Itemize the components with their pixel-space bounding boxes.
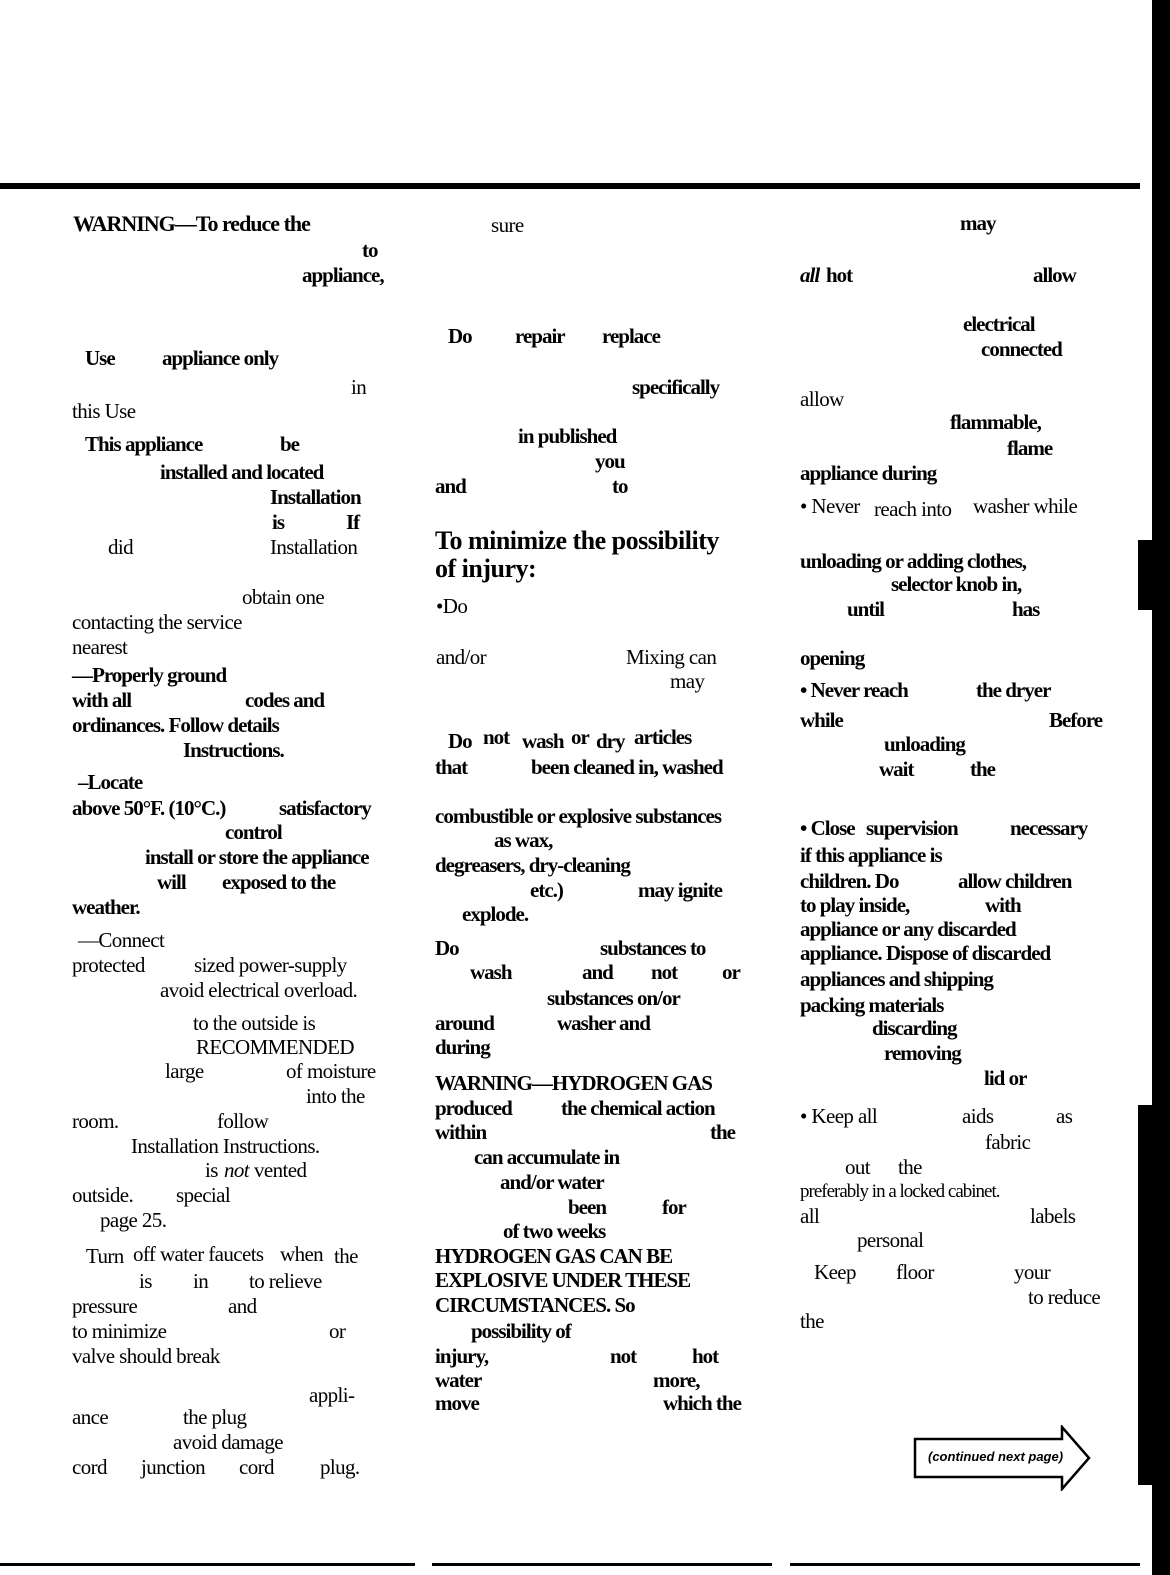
word: in (351, 375, 367, 399)
word: –Locate (78, 770, 143, 794)
word: while (800, 708, 843, 732)
word: vented (254, 1158, 307, 1182)
word: off water faucets (133, 1242, 264, 1266)
word: specifically (632, 375, 720, 399)
word: contacting the service (72, 610, 242, 634)
word: Do (435, 936, 459, 960)
word: removing (884, 1041, 961, 1065)
word: around (435, 1011, 494, 1035)
word: and (228, 1294, 257, 1318)
word: Keep (814, 1260, 856, 1284)
word: control (225, 820, 282, 844)
word: more, (653, 1368, 700, 1392)
word: appliance or any discarded (800, 917, 1016, 941)
word: not (651, 960, 678, 984)
word: for (662, 1195, 686, 1219)
word: did (108, 535, 134, 559)
word: replace (602, 324, 660, 348)
section-heading: of injury: (435, 554, 537, 583)
word: and/or (436, 645, 487, 669)
word: with (985, 893, 1021, 917)
word: Use (85, 346, 115, 370)
word: appliance during (800, 461, 937, 485)
word: children. Do (800, 869, 899, 893)
word: exposed to the (222, 870, 336, 894)
word: allow (800, 387, 844, 411)
word: junction (141, 1455, 206, 1479)
word: is (272, 510, 285, 534)
section-heading: To minimize the possibility (435, 526, 719, 555)
word: Instructions. (183, 738, 284, 762)
word: allow children (958, 869, 1072, 893)
word: the (334, 1244, 358, 1268)
word: etc.) (530, 878, 563, 902)
word: labels (1030, 1204, 1076, 1228)
word: appliances and shipping (800, 967, 993, 991)
word: articles (634, 725, 692, 749)
continued-next-page-link[interactable]: (continued next page) (928, 1449, 1064, 1464)
word: Mixing can (626, 645, 717, 669)
word: of moisture (286, 1059, 376, 1083)
word: —Properly ground (72, 663, 227, 687)
word: Before (1049, 708, 1103, 732)
word: until (847, 597, 885, 621)
word: water (435, 1368, 482, 1392)
word: EXPLOSIVE UNDER THESE (435, 1268, 691, 1292)
word: can accumulate in (474, 1145, 620, 1169)
word: if this appliance is (800, 843, 942, 867)
hydrogen-warning-heading: WARNING—HYDROGEN GAS (435, 1071, 712, 1095)
word: appliance, (302, 263, 384, 287)
word: codes and (245, 688, 325, 712)
word: been cleaned in, washed (531, 755, 723, 779)
word: to play inside, (800, 893, 910, 917)
word: Turn (86, 1244, 124, 1268)
word: selector knob in, (891, 572, 1022, 596)
bottom-rule (790, 1563, 1140, 1566)
word: wash (470, 960, 512, 984)
word: the plug (183, 1405, 247, 1429)
word: necessary (1010, 816, 1088, 840)
word: Do (448, 324, 472, 348)
word: to reduce (1028, 1285, 1101, 1309)
word: as (1056, 1104, 1073, 1128)
word: may (960, 211, 996, 235)
word: personal (857, 1228, 924, 1252)
word: be (280, 432, 299, 456)
word: supervision (866, 816, 958, 840)
word: •Do (436, 594, 468, 618)
word: ance (72, 1405, 109, 1429)
word: been (568, 1195, 606, 1219)
word: installed and located (160, 460, 324, 484)
top-rule (0, 183, 1140, 189)
word: out (845, 1155, 871, 1179)
word: produced (435, 1096, 512, 1120)
word: or (329, 1319, 346, 1343)
word: allow (1033, 263, 1076, 287)
word: the (710, 1120, 735, 1144)
word: obtain one (242, 585, 325, 609)
word: • Close (800, 816, 855, 840)
word: aids (962, 1104, 994, 1128)
word: to (362, 238, 378, 262)
word: this Use (72, 399, 136, 423)
word: sized power-supply (194, 953, 347, 977)
word: the (800, 1309, 824, 1333)
word: pressure (72, 1294, 138, 1318)
word: floor (896, 1260, 934, 1284)
word: when (280, 1242, 324, 1266)
word: room. (72, 1109, 119, 1133)
word: in (193, 1269, 209, 1293)
word: outside. (72, 1183, 134, 1207)
word: hot (826, 263, 853, 287)
word: within (435, 1120, 487, 1144)
word: This appliance (85, 432, 203, 456)
word: flame (1007, 436, 1053, 460)
page-edge-bar (1152, 0, 1170, 1575)
word: connected (981, 337, 1062, 361)
word: combustible or explosive substances (435, 804, 722, 828)
word: is (139, 1269, 152, 1293)
word: nearest (72, 635, 128, 659)
word: appli- (309, 1383, 355, 1407)
word: special (176, 1183, 231, 1207)
word: or (571, 725, 589, 749)
word: HYDROGEN GAS CAN BE (435, 1244, 673, 1268)
word: to (612, 474, 628, 498)
word: —Connect (78, 928, 165, 952)
word: Installation Instructions. (131, 1134, 320, 1158)
word: may ignite (638, 878, 722, 902)
word: CIRCUMSTANCES. So (435, 1293, 635, 1317)
word: If (346, 510, 360, 534)
word: cord (72, 1455, 107, 1479)
word: repair (515, 324, 565, 348)
word: the (898, 1155, 922, 1179)
word: the dryer (976, 678, 1051, 702)
word: plug. (320, 1455, 360, 1479)
word: possibility of (471, 1319, 571, 1343)
word: lid or (984, 1066, 1027, 1090)
word: is (205, 1158, 218, 1182)
word: your (1014, 1260, 1051, 1284)
word: reach into (874, 497, 952, 521)
word: unloading (884, 732, 965, 756)
word: washer and (557, 1011, 650, 1035)
word: ordinances. Follow details (72, 713, 279, 737)
warning-heading: WARNING—To reduce the (73, 211, 310, 236)
word: • Never (800, 494, 860, 518)
word: Installation (270, 485, 361, 509)
word: you (595, 449, 625, 473)
word: wait (879, 757, 914, 781)
word: as wax, (494, 828, 553, 852)
word: or (722, 960, 740, 984)
word: Installation (270, 535, 358, 559)
word: page 25. (100, 1208, 167, 1232)
word: not (610, 1344, 637, 1368)
word: avoid electrical overload. (160, 978, 358, 1002)
word: discarding (872, 1016, 957, 1040)
word: and (582, 960, 613, 984)
word: in published (518, 424, 617, 448)
word: substances on/or (547, 986, 680, 1010)
word: weather. (72, 895, 140, 919)
word: during (435, 1035, 490, 1059)
word: injury, (435, 1344, 489, 1368)
word: has (1012, 597, 1040, 621)
word: may (670, 669, 705, 693)
word: appliance. Dispose of discarded (800, 941, 1051, 965)
word: the (970, 757, 995, 781)
word: follow (217, 1109, 269, 1133)
word: and (435, 474, 466, 498)
word: which the (663, 1391, 741, 1415)
edge-notch (1138, 1105, 1152, 1485)
word: valve should break (72, 1344, 220, 1368)
word: hot (692, 1344, 719, 1368)
word: large (165, 1059, 204, 1083)
word: opening (800, 646, 865, 670)
word: all (800, 1204, 820, 1228)
word: degreasers, dry-cleaning (435, 853, 630, 877)
word: and/or water (500, 1170, 604, 1194)
word: sure (491, 213, 524, 237)
word: to the outside is (193, 1011, 316, 1035)
word: not (224, 1158, 250, 1182)
word: flammable, (950, 410, 1041, 434)
bottom-rule (432, 1563, 772, 1566)
word: RECOMMENDED (196, 1035, 354, 1059)
word: to relieve (249, 1269, 322, 1293)
word: unloading or adding clothes, (800, 549, 1027, 573)
word: wash (522, 729, 564, 753)
word: explode. (462, 902, 529, 926)
word: above 50°F. (10°C.) (72, 796, 226, 820)
word: that (435, 755, 468, 779)
word: substances to (600, 936, 706, 960)
word: fabric (985, 1130, 1031, 1154)
word: move (435, 1391, 479, 1415)
bottom-rule (0, 1563, 415, 1566)
word: dry (596, 729, 625, 753)
word: packing materials (800, 993, 944, 1017)
word: to minimize (72, 1319, 167, 1343)
word: install or store the appliance (145, 845, 369, 869)
word: not (483, 725, 510, 749)
word: into the (306, 1084, 365, 1108)
word: • Keep all (800, 1104, 878, 1128)
word: of two weeks (503, 1219, 606, 1243)
word: with all (72, 688, 132, 712)
word: satisfactory (279, 796, 371, 820)
word: cord (239, 1455, 274, 1479)
word: Do (448, 729, 472, 753)
word: all (800, 263, 820, 287)
word: washer while (973, 494, 1078, 518)
word: electrical (963, 312, 1035, 336)
word: the chemical action (561, 1096, 715, 1120)
word: preferably in a locked cabinet. (800, 1181, 1000, 1202)
word: will (157, 870, 186, 894)
word: • Never reach (800, 678, 908, 702)
edge-notch (1138, 540, 1152, 610)
word: appliance only (162, 346, 279, 370)
word: protected (72, 953, 145, 977)
word: avoid damage (173, 1430, 284, 1454)
